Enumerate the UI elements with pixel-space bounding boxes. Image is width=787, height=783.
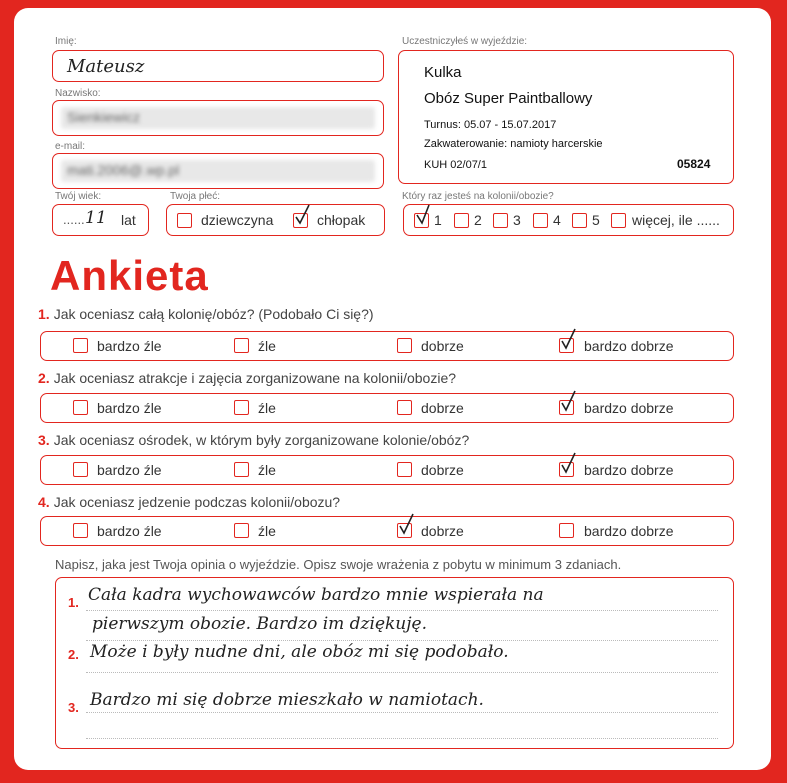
ticket-accommodation (424, 138, 603, 150)
opinion-number-1: 1. (68, 595, 79, 610)
name-field[interactable] (52, 50, 384, 82)
question-2 (38, 370, 456, 386)
ticket-turnus-label: Turnus: (424, 119, 461, 131)
q1-option-bad: źle (258, 338, 276, 354)
age-value: 11 (85, 208, 107, 228)
q3-checkbox-very-bad[interactable] (73, 462, 88, 477)
times-option-2: 2 (474, 212, 482, 228)
age-unit: lat (121, 212, 136, 228)
q3-checkbox-bad[interactable] (234, 462, 249, 477)
question-3 (38, 432, 469, 448)
q4-checkbox-bad[interactable] (234, 523, 249, 538)
q2-checkbox-good[interactable] (397, 400, 412, 415)
times-checkbox-more[interactable] (611, 213, 626, 228)
q1-checkbox-good[interactable] (397, 338, 412, 353)
q2-checkmark-icon (560, 390, 578, 412)
gender-male-checkmark-icon (294, 203, 312, 225)
opinion-line-2: pierwszym obozie. Bardzo im dziękuję. (92, 614, 427, 634)
times-option-5: 5 (592, 212, 600, 228)
times-checkbox-5[interactable] (572, 213, 587, 228)
age-label: Twój wiek: (55, 191, 102, 202)
email-value: mati.2006@.wp.pl (61, 160, 375, 182)
gender-field (166, 204, 385, 236)
surname-field[interactable] (52, 100, 384, 136)
times-field (403, 204, 734, 236)
question-1-text: Jak oceniasz całą kolonię/obóz? (Podobało Ci się?) (53, 306, 374, 322)
opinion-number-3: 3. (68, 700, 79, 715)
q1-option-good: dobrze (421, 338, 464, 354)
question-1-options (40, 331, 734, 361)
opinion-line-1: Cała kadra wychowawców bardzo mnie wspierała na (88, 585, 544, 605)
name-label: Imię: (55, 36, 77, 47)
opinion-number-2: 2. (68, 647, 79, 662)
q1-option-very-good: bardzo dobrze (584, 338, 674, 354)
q2-option-very-good: bardzo dobrze (584, 400, 674, 416)
times-checkbox-2[interactable] (454, 213, 469, 228)
times-option-1: 1 (434, 212, 442, 228)
q2-option-very-bad: bardzo źle (97, 400, 162, 416)
q3-checkbox-good[interactable] (397, 462, 412, 477)
question-2-num: 2. (38, 370, 50, 386)
question-4 (38, 494, 340, 510)
q4-option-very-good: bardzo dobrze (584, 523, 674, 539)
opinion-line-3: Może i były nudne dni, ale obóz mi się podobało. (90, 642, 509, 662)
ticket-turnus-value: 05.07 - 15.07.2017 (463, 119, 557, 131)
writing-line (86, 738, 718, 739)
q4-option-very-bad: bardzo źle (97, 523, 162, 539)
gender-checkbox-female[interactable] (177, 213, 192, 228)
q4-checkbox-very-bad[interactable] (73, 523, 88, 538)
opinion-prompt: Napisz, jaka jest Twoja opinia o wyjeździe. Opisz swoje wrażenia z pobytu w minimum 3 zdaniach. (55, 557, 622, 572)
opinion-line-4: Bardzo mi się dobrze mieszkało w namiotach. (90, 690, 484, 710)
camp-ticket (398, 50, 734, 184)
ticket-turnus (424, 119, 556, 131)
times-option-4: 4 (553, 212, 561, 228)
q4-checkbox-very-good[interactable] (559, 523, 574, 538)
question-2-text: Jak oceniasz atrakcje i zajęcia zorganizowane na kolonii/obozie? (53, 370, 457, 386)
question-4-text: Jak oceniasz jedzenie podczas kolonii/obozu? (53, 494, 341, 510)
gender-option-male: chłopak (317, 212, 366, 228)
q4-option-bad: źle (258, 523, 276, 539)
times-checkbox-3[interactable] (493, 213, 508, 228)
q3-option-good: dobrze (421, 462, 464, 478)
q1-option-very-bad: bardzo źle (97, 338, 162, 354)
q4-checkmark-icon (398, 513, 416, 535)
question-1-num: 1. (38, 306, 50, 322)
age-field[interactable] (52, 204, 149, 236)
surname-value: Sienkiewicz (61, 107, 375, 129)
question-4-num: 4. (38, 494, 50, 510)
q1-checkmark-icon (560, 328, 578, 350)
times-label: Który raz jesteś na kolonii/obozie? (402, 191, 554, 202)
question-3-text: Jak oceniasz ośrodek, w którym były zorganizowane kolonie/obóz? (53, 432, 470, 448)
name-value: Mateusz (67, 56, 145, 77)
q3-option-very-good: bardzo dobrze (584, 462, 674, 478)
question-1 (38, 306, 374, 322)
q3-checkmark-icon (560, 452, 578, 474)
ticket-accommodation-value: namioty harcerskie (510, 138, 603, 150)
page-title: Ankieta (50, 252, 209, 299)
gender-label: Twoja płeć: (170, 191, 221, 202)
email-label: e-mail: (55, 141, 86, 152)
ticket-header-label: Uczestniczyłeś w wyjeździe: (402, 36, 528, 47)
q2-option-bad: źle (258, 400, 276, 416)
times-checkbox-4[interactable] (533, 213, 548, 228)
q3-option-bad: źle (258, 462, 276, 478)
q1-checkbox-very-bad[interactable] (73, 338, 88, 353)
writing-line (86, 712, 718, 713)
question-3-options (40, 455, 734, 485)
ticket-number: 05824 (677, 157, 711, 171)
age-dots: ...... (63, 212, 85, 227)
q4-option-good: dobrze (421, 523, 464, 539)
surname-label: Nazwisko: (55, 88, 101, 99)
writing-line (86, 672, 718, 673)
times-1-checkmark-icon (415, 203, 433, 225)
times-option-3: 3 (513, 212, 521, 228)
ticket-accommodation-label: Zakwaterowanie: (424, 138, 508, 150)
writing-line (86, 610, 718, 611)
email-field[interactable] (52, 153, 384, 189)
q2-checkbox-very-bad[interactable] (73, 400, 88, 415)
times-option-more: więcej, ile ...... (632, 212, 720, 228)
ticket-brand: Kulka (424, 64, 462, 81)
q1-checkbox-bad[interactable] (234, 338, 249, 353)
q3-option-very-bad: bardzo źle (97, 462, 162, 478)
gender-option-female: dziewczyna (201, 212, 274, 228)
q2-option-good: dobrze (421, 400, 464, 416)
q2-checkbox-bad[interactable] (234, 400, 249, 415)
question-3-num: 3. (38, 432, 50, 448)
question-2-options (40, 393, 734, 423)
ticket-camp-name: Obóz Super Paintballowy (424, 90, 593, 107)
ticket-code: KUH 02/07/1 (424, 159, 487, 171)
question-4-options (40, 516, 734, 546)
writing-line (86, 640, 718, 641)
